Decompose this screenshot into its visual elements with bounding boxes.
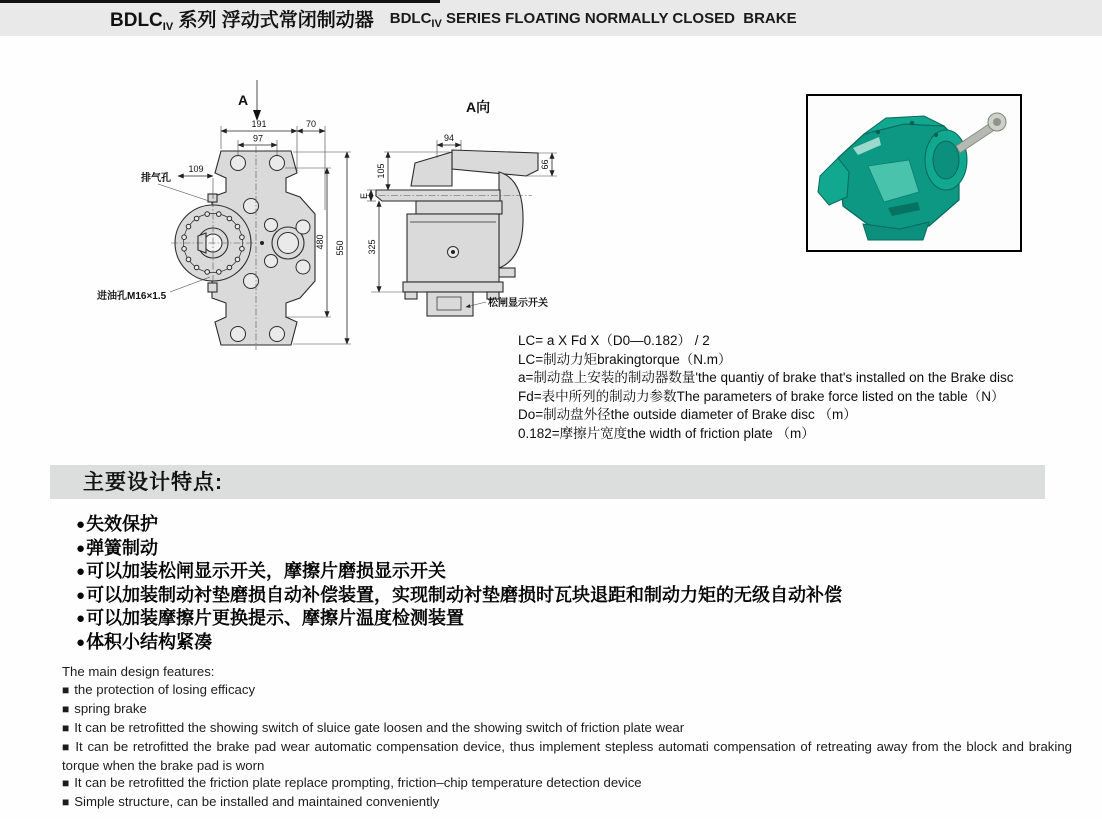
front-view-drawing <box>95 62 370 362</box>
feature-zh-text: 失效保护 <box>86 514 159 534</box>
features-en-header: The main design features: <box>62 664 215 679</box>
title-en-subscript: IV <box>431 17 442 30</box>
feature-en-text: It can be retrofitted the friction plate replace prompting, friction–chip temperature detection device <box>74 775 642 791</box>
feature-zh-text: 可以加装摩擦片更换提示、摩擦片温度检测装置 <box>86 608 465 628</box>
formula-line: Do=制动盘外径the outside diameter of Brake disc （m） <box>518 407 857 423</box>
dim-480: 480 <box>315 234 325 250</box>
formula-line: LC= a X Fd X（D0—0.182） / 2 <box>518 333 710 348</box>
dim-105: 105 <box>376 163 386 179</box>
formula-line: 0.182=摩擦片宽度the width of friction plate （m） <box>518 425 815 441</box>
list-item <box>76 560 842 584</box>
dim-E: E <box>359 192 369 200</box>
square-bullet-icon: ■ <box>62 720 70 735</box>
view-direction-arrow-icon <box>253 80 261 121</box>
list-item <box>62 681 1072 700</box>
feature-zh-text: 可以加装制动衬垫磨损自动补偿装置，实现制动衬垫磨损时瓦块退距和制动力矩的无级自动补偿 <box>86 584 843 605</box>
square-bullet-icon: ■ <box>62 739 71 754</box>
brake-photo-illustration <box>808 96 1020 250</box>
page-title-zh <box>110 5 374 32</box>
feature-en-text: spring brake <box>74 700 147 716</box>
dim-70: 70 <box>305 119 317 129</box>
feature-zh-text: 弹簧制动 <box>86 537 159 558</box>
title-en-prefix: BDLC <box>389 9 432 27</box>
product-photo <box>806 94 1022 252</box>
list-item <box>62 738 1072 775</box>
oil-inlet-fitting <box>208 283 217 292</box>
torque-formula-block <box>518 332 1014 444</box>
feature-en-text: It can be retrofitted the showing switch of sluice gate loosen and the showing switch of friction plate wear <box>74 719 685 735</box>
dim-550: 550 <box>335 240 345 256</box>
page-title-en <box>389 9 797 30</box>
section-header-bar <box>50 465 1045 499</box>
feature-en-text: the protection of losing efficacy <box>74 681 256 697</box>
formula-line: a=制动盘上安装的制动器数量'the quantiy of brake that's installed on the Brake disc <box>518 370 1014 386</box>
dim-66: 66 <box>540 159 550 170</box>
title-en-rest: SERIES FLOATING NORMALLY CLOSED BRAKE <box>441 9 797 27</box>
top-rule <box>0 0 440 3</box>
side-view-label: A向 <box>466 99 491 115</box>
title-zh-subscript: IV <box>162 20 174 33</box>
brake-machine <box>818 116 967 240</box>
brake-shaft <box>956 113 1006 153</box>
formula-line: Fd=表中所列的制动力参数The parameters of brake force listed on the table（N） <box>518 388 1005 404</box>
title-zh-rest: 系列 浮动式常闭制动器 <box>173 9 374 31</box>
feature-en-text: It can be retrofitted the brake pad wear automatic compensation device, thus implement stepless automati compensation of retreating away from the block and braking torque when the brake pad is worn <box>62 738 1072 773</box>
feature-en-text: Simple structure, can be installed and maintained conveniently <box>74 794 440 810</box>
bullet-icon: ● <box>76 586 86 604</box>
release-switch-housing <box>427 292 473 316</box>
list-item <box>76 631 842 655</box>
list-item <box>76 584 842 608</box>
release-switch-label: 松闸显示开关 <box>488 298 548 309</box>
list-item <box>62 793 1072 812</box>
exhaust-port-fitting <box>208 194 217 202</box>
section-title: 主要设计特点: <box>83 471 223 494</box>
dim-191: 191 <box>251 119 267 129</box>
exhaust-hole-label: 排气孔 <box>141 173 171 184</box>
bullet-icon: ● <box>76 563 86 580</box>
bullet-icon: ● <box>76 539 86 557</box>
square-bullet-icon: ■ <box>62 701 70 716</box>
list-item <box>76 607 842 631</box>
bullet-icon: ● <box>76 516 86 533</box>
features-list-en <box>62 663 1072 812</box>
dim-325: 325 <box>367 239 377 255</box>
list-item <box>76 513 842 537</box>
feature-zh-text: 体积小结构紧凑 <box>86 631 213 652</box>
list-item <box>76 537 842 561</box>
bullet-icon: ● <box>76 610 86 627</box>
dim-109: 109 <box>188 164 204 174</box>
bullet-icon: ● <box>76 633 86 651</box>
dim-97: 97 <box>252 133 264 144</box>
oil-inlet-label: 进油孔M16×1.5 <box>97 291 167 302</box>
square-bullet-icon: ■ <box>62 795 70 810</box>
feature-zh-text: 可以加装松闸显示开关，摩擦片磨损显示开关 <box>86 561 447 581</box>
side-view-drawing <box>358 88 595 325</box>
title-zh-prefix: BDLC <box>110 9 163 31</box>
dim-94: 94 <box>443 133 455 143</box>
square-bullet-icon: ■ <box>62 776 70 791</box>
features-list-zh <box>76 513 842 654</box>
side-view-callouts <box>466 296 548 309</box>
list-item <box>62 774 1072 793</box>
formula-line: LC=制动力矩brakingtorque（N.m） <box>518 351 732 367</box>
side-view-body <box>366 150 538 316</box>
front-view-label: A <box>238 92 249 108</box>
square-bullet-icon: ■ <box>62 682 70 697</box>
page-header <box>0 0 1102 36</box>
list-item <box>62 719 1072 738</box>
list-item <box>62 700 1072 719</box>
